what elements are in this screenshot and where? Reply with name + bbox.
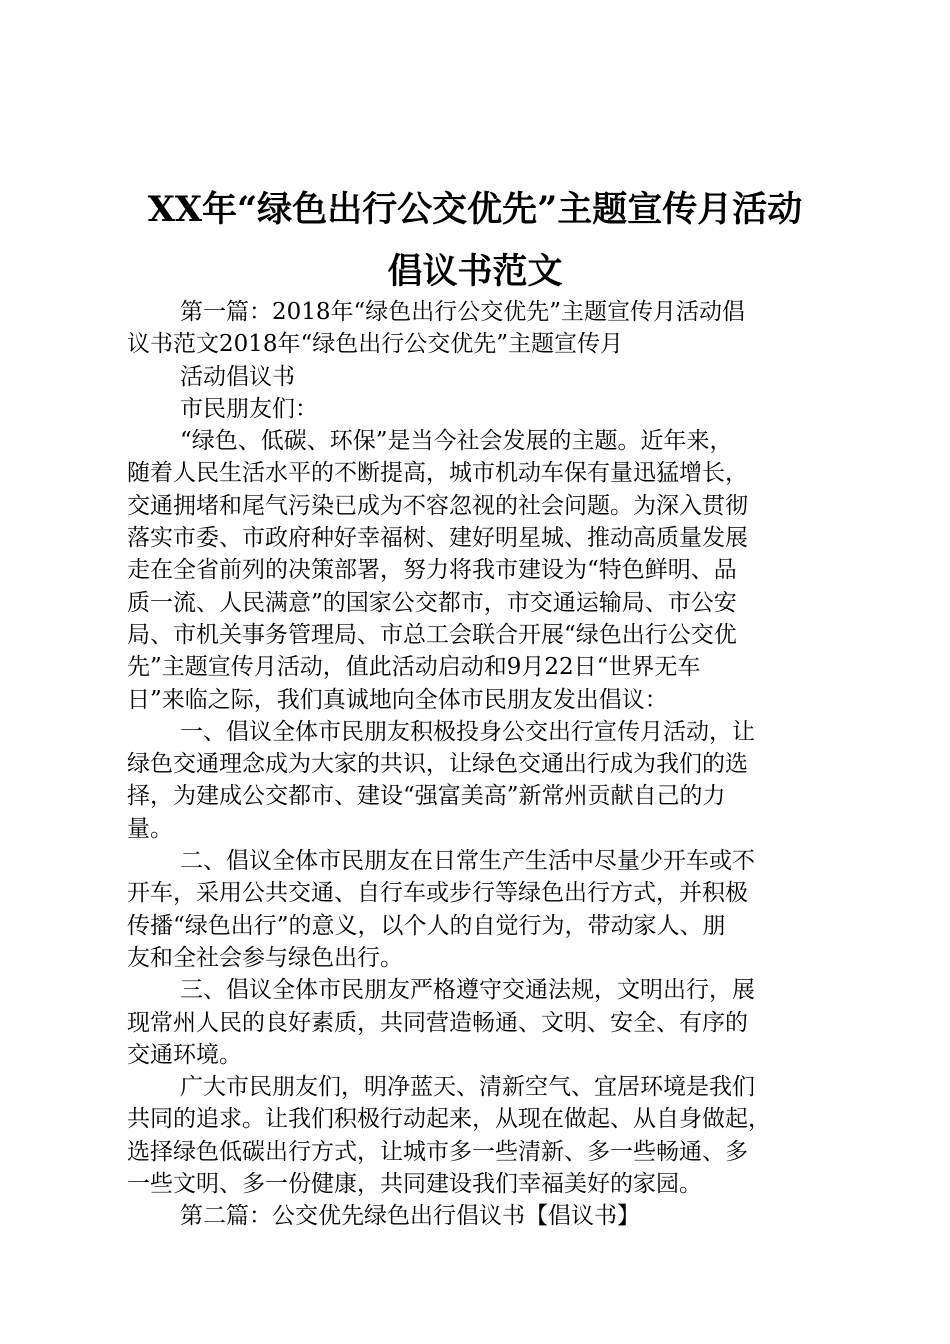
body-line: 随着人民生活水平的不断提高，城市机动车保有量迅猛增长， — [127, 460, 748, 487]
body-line: 交通环境。 — [127, 1041, 242, 1068]
body-line: 选择绿色低碳出行方式，让城市多一些清新、多一些畅通、多 — [127, 1138, 748, 1165]
body-line: 走在全省前列的决策部署，努力将我市建设为“特色鲜明、品 — [127, 557, 737, 584]
body-line: 二、倡议全体市民朋友在日常生产生活中尽量少开车或不 — [180, 848, 755, 875]
body-line: 落实市委、市政府种好幸福树、建好明星城、推动高质量发展 — [127, 525, 748, 552]
document-title-line-2: 倡议书范文 — [387, 251, 563, 292]
body-line: 质一流、人民满意”的国家公交都市，市交通运输局、市公安 — [127, 589, 737, 616]
body-line: 先”主题宣传月活动，值此活动启动和9月22日“世界无车 — [127, 654, 701, 681]
body-line: 开车，采用公共交通、自行车或步行等绿色出行方式，并积极 — [127, 880, 748, 907]
body-line: 交通拥堵和尾气污染已成为不容忽视的社会问题。为深入贯彻 — [127, 492, 748, 519]
body-line: 现常州人民的良好素质，共同营造畅通、文明、安全、有序的 — [127, 1009, 748, 1036]
body-line: 择，为建成公交都市、建设“强富美高”新常州贡献自己的力 — [127, 783, 726, 810]
body-line: 广大市民朋友们，明净蓝天、清新空气、宜居环境是我们 — [180, 1074, 755, 1101]
document-body — [127, 296, 827, 1233]
body-line: 量。 — [127, 815, 173, 842]
body-line: 绿色交通理念成为大家的共识，让绿色交通出行成为我们的选 — [127, 751, 748, 778]
body-line: 第一篇：2018年“绿色出行公交优先”主题宣传月活动倡 — [180, 299, 746, 325]
body-line: 共同的追求。让我们积极行动起来，从现在做起、从自身做起， — [127, 1106, 771, 1133]
body-line: 日”来临之际，我们真诚地向全体市民朋友发出倡议： — [127, 686, 668, 713]
body-line: 友和全社会参与绿色出行。 — [127, 944, 403, 971]
body-line: 传播“绿色出行”的意义，以个人的自觉行为，带动家人、朋 — [127, 912, 726, 939]
body-line: 议书范文2018年“绿色出行公交优先”主题宣传月 — [127, 331, 624, 358]
body-line: 一、倡议全体市民朋友积极投身公交出行宣传月活动，让 — [180, 718, 755, 745]
body-line: 三、倡议全体市民朋友严格遵守交通法规，文明出行，展 — [180, 977, 755, 1004]
body-line: 一些文明、多一份健康，共同建设我们幸福美好的家园。 — [127, 1171, 702, 1198]
salutation: 市民朋友们： — [180, 395, 318, 422]
body-line: “绿色、低碳、环保”是当今社会发展的主题。近年来， — [180, 428, 733, 455]
section-heading: 第二篇：公交优先绿色出行倡议书【倡议书】 — [180, 1203, 640, 1230]
body-line: 局、市机关事务管理局、市总工会联合开展“绿色出行公交优 — [127, 621, 737, 648]
body-line: 活动倡议书 — [180, 363, 295, 390]
document-title-line-1: XX年“绿色出行公交优先”主题宣传月活动 — [147, 189, 803, 230]
